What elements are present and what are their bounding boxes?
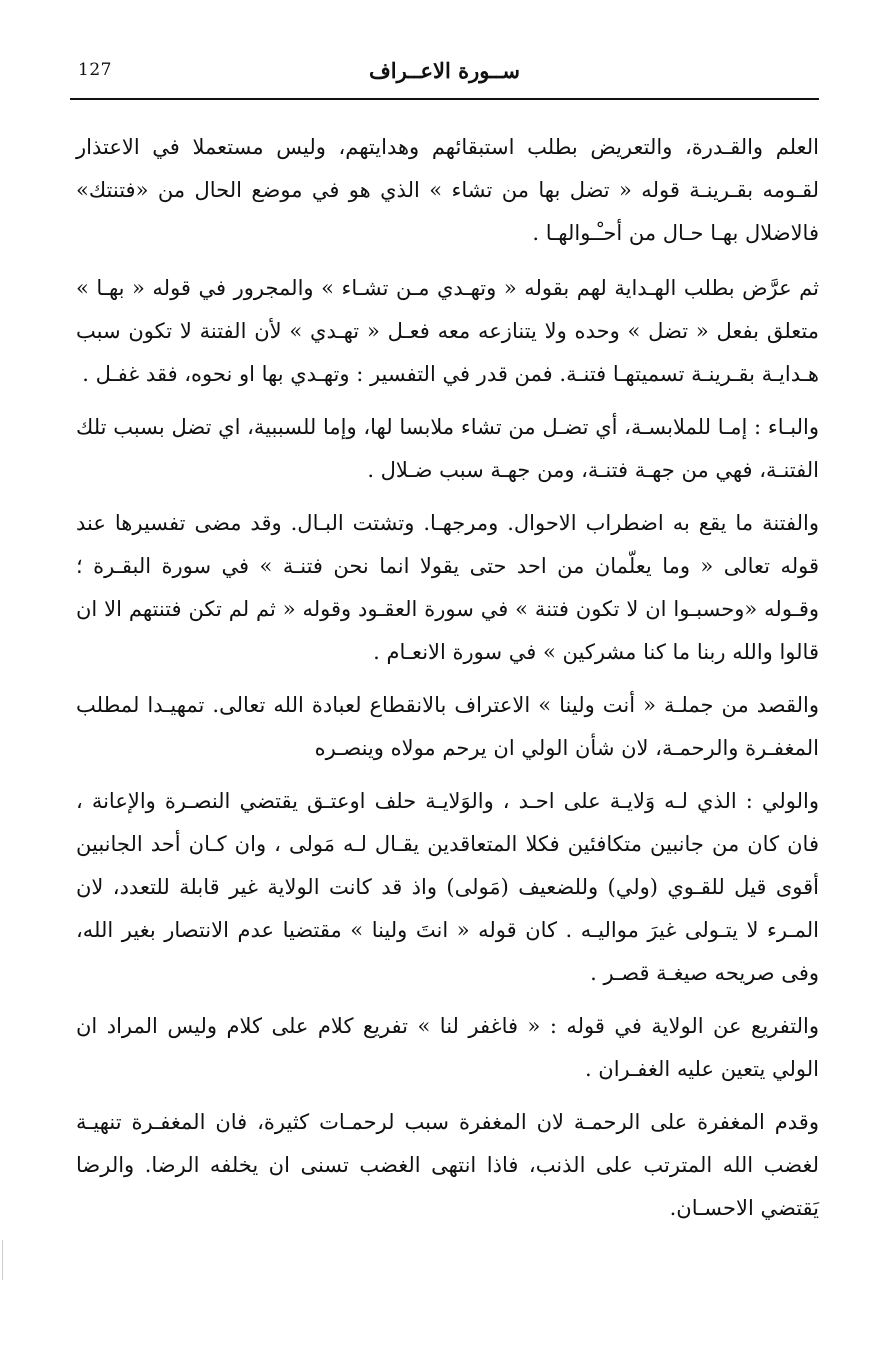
paragraph-2: ثم عرَّض بطلب الهـداية لهم بقوله « وتهـدي مـن تشـاء » والمجرور في قوله « بهـا » متعلق بفعل « تضل » وحده ولا يتنازعه معه فعـل « تهـدي » لأن الفتنة لا تكون سبب هـدايـة بقـرينـة تسميتهـا فتنـة. فمن قدر في التفسير : وتهـدي بها او نحوه، فقد غفـل .: [76, 276, 819, 386]
page-number: 127: [78, 60, 112, 80]
scan-edge-mark: [2, 1240, 3, 1280]
paragraph-6: والولي : الذي لـه وَلايـة على احـد ، والوَلايـة حلف اوعتـق يقتضي النصـرة والإعانة ، فان كان من جانبين متكافئين فكلا المتعاقدين يقـال لـه مَولى ، وان كـان أحد الجانبين أقوى قيل للقـوي (ولي) وللضعيف (مَولى) واذ قد كانت الولاية غير قابلة للتعدد، لان المـرء لا يتـولى غيرَ مواليـه . كان قوله « انتَ ولينا » مقتضيا عدم الانتصار بغير الله، وفى صريحه صيغـة قصـر .: [76, 789, 819, 985]
paragraph-5: والقصد من جملـة « أنت ولينا » الاعتراف بالانقطاع لعبادة الله تعالى. تمهيـدا لمطلب المغفـرة والرحمـة، لان شأن الولي ان يرحم مولاه وينصـره: [76, 693, 819, 760]
paragraph-7: والتفريع عن الولاية في قوله : « فاغفر لنا » تفريع كلام على كلام وليس المراد ان الولي يتعين عليه الغفـران .: [76, 1014, 819, 1081]
running-title: ســورة الاعــراف: [368, 58, 521, 83]
page-body: [76, 126, 819, 1240]
paragraph-1: العلم والقـدرة، والتعريض بطلب استبقائهم وهدايتهم، وليس مستعملا في الاعتذار لقـومه بقـرينـة قوله « تضل بها من تشاء » الذي هو في موضع الحال من «فتنتك» فالاضلال بهـا حـال من أحـْـوالهـا .: [76, 135, 819, 245]
header-rule: [70, 98, 819, 100]
page-header: [70, 58, 819, 98]
paragraph-3: والبـاء : إمـا للملابسـة، أي تضـل من تشاء ملابسا لها، وإما للسببية، اي تضل بسبب تلك الفتنـة، فهي من جهـة فتنـة، ومن جهـة سبب ضـلال .: [76, 415, 819, 482]
paragraph-8: وقدم المغفرة على الرحمـة لان المغفرة سبب لرحمـات كثيرة، فان المغفـرة تنهيـة لغضب الله المترتب على الذنب، فاذا انتهى الغضب تسنى ان يخلفه الرضا. والرضا يَقتضي الاحسـان.: [76, 1110, 819, 1220]
paragraph-4: والفتنة ما يقع به اضطراب الاحوال. ومرجهـا. وتشتت البـال. وقد مضى تفسيرها عند قوله تعالى « وما يعلّمان من احد حتى يقولا انما نحن فتنـة » في سورة البقـرة ؛ وقـوله «وحسبـوا ان لا تكون فتنة » في سورة العقـود وقوله « ثم لم تكن فتنتهم الا ان قالوا والله ربنا ما كنا مشركين » في سورة الانعـام .: [76, 511, 819, 664]
